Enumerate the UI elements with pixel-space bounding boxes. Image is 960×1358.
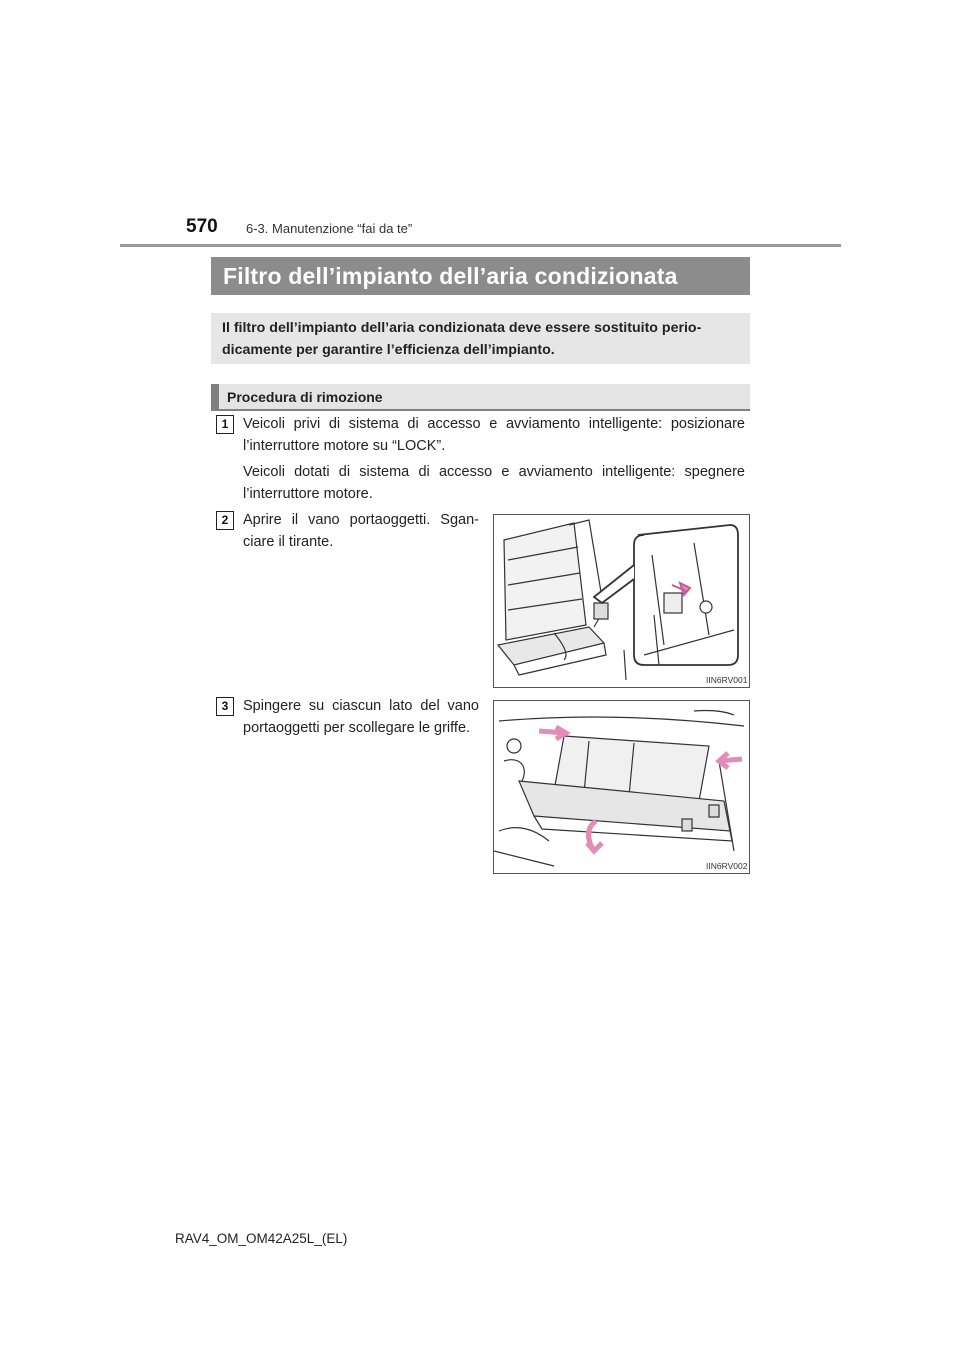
intro-text: Il filtro dell’impianto dell’aria condizionata deve essere sostituito perio-dicamente per garantire l’efficienza dell’impianto.	[222, 320, 702, 358]
step-1-text-b: Veicoli dotati di sistema di accesso e avviamento intelligente: spegnere l’interruttore motore.	[243, 464, 745, 502]
procedure-heading: Procedura di rimozione	[211, 384, 750, 410]
intro-box	[211, 313, 750, 364]
glove-box-claws-illustration	[494, 701, 749, 873]
page-title: Filtro dell’impianto dell’aria condizionata	[211, 257, 750, 295]
figure-strap	[493, 514, 750, 688]
header-divider	[120, 244, 841, 247]
step-2-text: Aprire il vano portaoggetti. Sgan-ciare il tirante.	[243, 512, 479, 550]
figure-code-2: IIN6RV002	[706, 861, 748, 871]
glove-box-strap-illustration	[494, 515, 749, 687]
figure-claws	[493, 700, 750, 874]
page-number: 570	[186, 216, 218, 237]
step-number-2: 2	[216, 511, 234, 530]
step-number-3: 3	[216, 697, 234, 716]
figure-code-1: IIN6RV001	[706, 675, 748, 685]
step-1-text-a: Veicoli privi di sistema di accesso e avviamento intelligente: posizionare l’interruttore motore su “LOCK”.	[243, 416, 745, 454]
footer-document-code: RAV4_OM_OM42A25L_(EL)	[175, 1231, 348, 1246]
procedure-heading-rule	[211, 409, 750, 411]
section-reference: 6-3. Manutenzione “fai da te”	[246, 221, 413, 236]
step-3-text: Spingere su ciascun lato del vano portaoggetti per scollegare le griffe.	[243, 698, 479, 736]
step-number-1: 1	[216, 415, 234, 434]
